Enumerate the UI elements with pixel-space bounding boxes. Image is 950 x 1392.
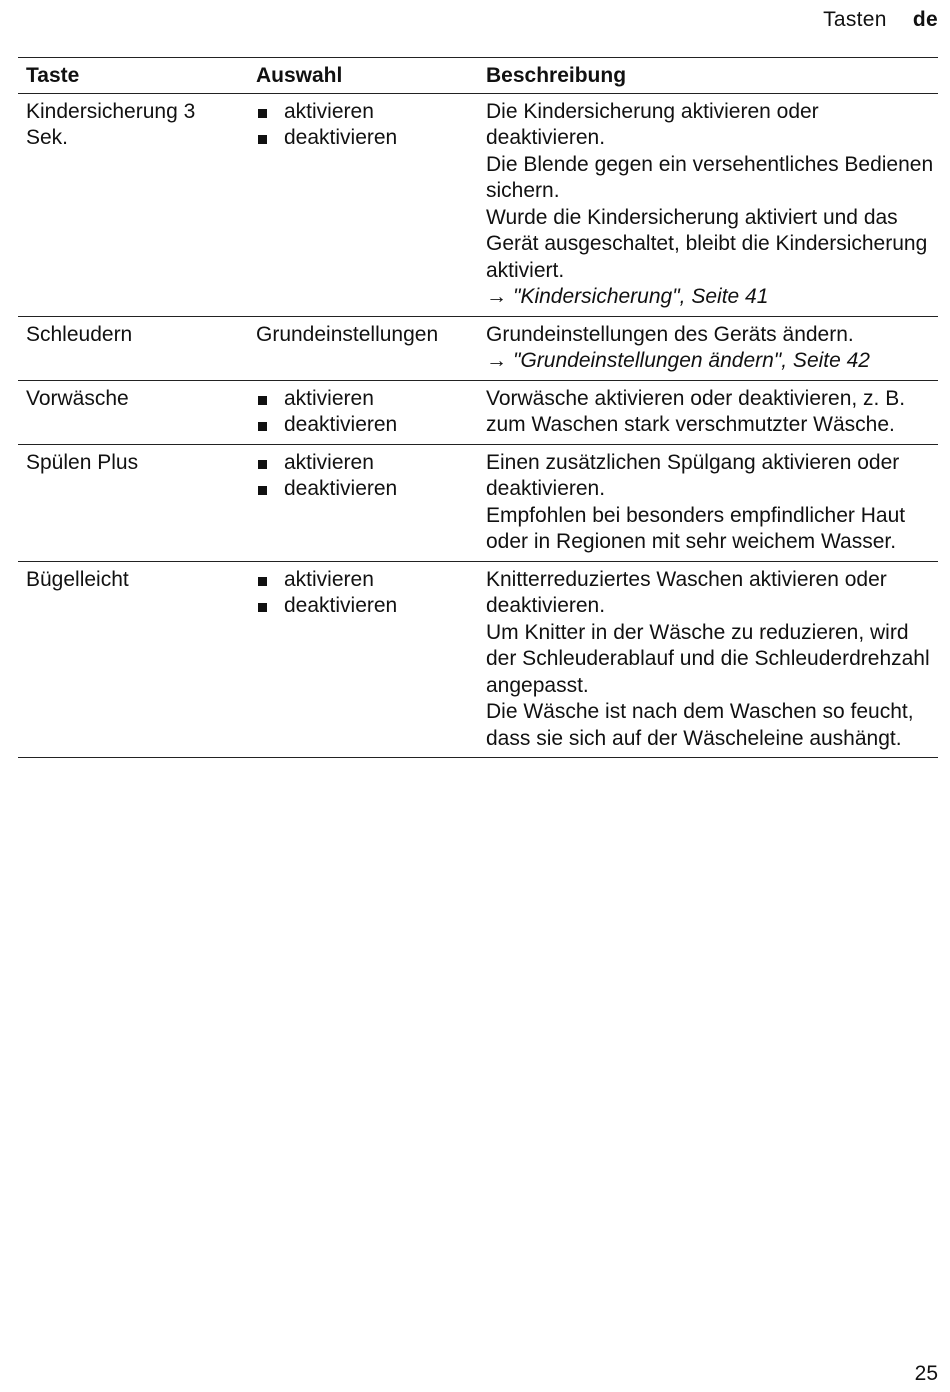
description-text: Einen zusätzlichen Spülgang aktivieren oder deaktivieren. [486, 450, 900, 500]
option-item [256, 99, 470, 126]
square-bullet-icon [258, 135, 267, 144]
selection-cell [248, 444, 478, 561]
key-cell: Bügelleicht [26, 567, 129, 591]
option-item [256, 567, 470, 594]
option-item [256, 476, 470, 503]
option-list [256, 450, 470, 503]
option-list [256, 99, 470, 152]
column-header-taste: Taste [26, 64, 80, 87]
description-text: Die Blende gegen ein versehentliches Bedienen sichern. [486, 152, 934, 202]
selection-cell [248, 561, 478, 758]
square-bullet-icon [258, 486, 267, 495]
option-label: aktivieren [284, 386, 374, 410]
table-header-row [18, 58, 938, 94]
language-tag: de [912, 8, 938, 31]
square-bullet-icon [258, 396, 267, 405]
description-cell [478, 444, 938, 561]
arrow-right-icon: → [486, 285, 507, 308]
option-list [256, 386, 470, 439]
option-label: aktivieren [284, 567, 374, 591]
option-label: deaktivieren [284, 477, 398, 500]
description-cell [478, 316, 938, 380]
page-header [823, 8, 938, 32]
square-bullet-icon [258, 109, 267, 118]
option-item [256, 450, 470, 477]
option-label: aktivieren [284, 450, 374, 474]
table-body [18, 93, 938, 758]
table-row [18, 316, 938, 380]
settings-table-container [18, 57, 938, 758]
column-header-beschreibung: Beschreibung [486, 64, 627, 87]
key-cell: Vorwäsche [26, 386, 129, 410]
cross-reference-text: "Grundeinstellungen ändern", Seite 42 [513, 349, 870, 372]
square-bullet-icon [258, 603, 267, 612]
page-number: 25 [914, 1362, 938, 1385]
table-header [18, 58, 938, 94]
section-title: Tasten [823, 8, 887, 31]
column-header-auswahl: Auswahl [256, 64, 343, 87]
table-row [18, 444, 938, 561]
option-label: aktivieren [284, 99, 374, 123]
selection-cell [248, 93, 478, 316]
key-cell: Kindersicherung 3 Sek. [26, 99, 196, 149]
settings-table [18, 57, 938, 758]
square-bullet-icon [258, 422, 267, 431]
description-cell [478, 561, 938, 758]
cross-reference-text: "Kindersicherung", Seite 41 [513, 285, 769, 308]
description-text: Wurde die Kindersicherung aktiviert und das Gerät ausgeschaltet, bleibt die Kindersicherung aktiviert. [486, 205, 928, 282]
description-cell [478, 93, 938, 316]
table-row [18, 93, 938, 316]
selection-cell [248, 380, 478, 444]
selection-cell: Grundeinstellungen [256, 322, 439, 346]
description-text: Grundeinstellungen des Geräts ändern. [486, 322, 854, 346]
option-list [256, 567, 470, 620]
key-cell: Spülen Plus [26, 450, 139, 474]
description-text: Um Knitter in der Wäsche zu reduzieren, wird der Schleuderablauf und die Schleuderdrehzahl angepasst. [486, 620, 930, 697]
description-cell [478, 380, 938, 444]
square-bullet-icon [258, 460, 267, 469]
option-item [256, 593, 470, 620]
description-text: Die Wäsche ist nach dem Waschen so feucht, dass sie sich auf der Wäscheleine aushängt. [486, 700, 914, 750]
arrow-right-icon: → [486, 349, 507, 372]
square-bullet-icon [258, 577, 267, 586]
description-text: Vorwäsche aktivieren oder deaktivieren, z. B. zum Waschen stark verschmutzter Wäsche. [486, 386, 906, 436]
option-label: deaktivieren [284, 594, 398, 617]
option-item [256, 125, 470, 152]
table-row [18, 561, 938, 758]
option-label: deaktivieren [284, 413, 398, 436]
cross-reference [486, 284, 934, 311]
description-text: Die Kindersicherung aktivieren oder deaktivieren. [486, 99, 819, 149]
option-label: deaktivieren [284, 126, 398, 149]
description-text: Empfohlen bei besonders empfindlicher Haut oder in Regionen mit sehr weichem Wasser. [486, 503, 906, 553]
key-cell: Schleudern [26, 322, 133, 346]
option-item [256, 412, 470, 439]
option-item [256, 386, 470, 413]
cross-reference [486, 348, 934, 375]
description-text: Knitterreduziertes Waschen aktivieren oder deaktivieren. [486, 567, 887, 617]
table-row [18, 380, 938, 444]
